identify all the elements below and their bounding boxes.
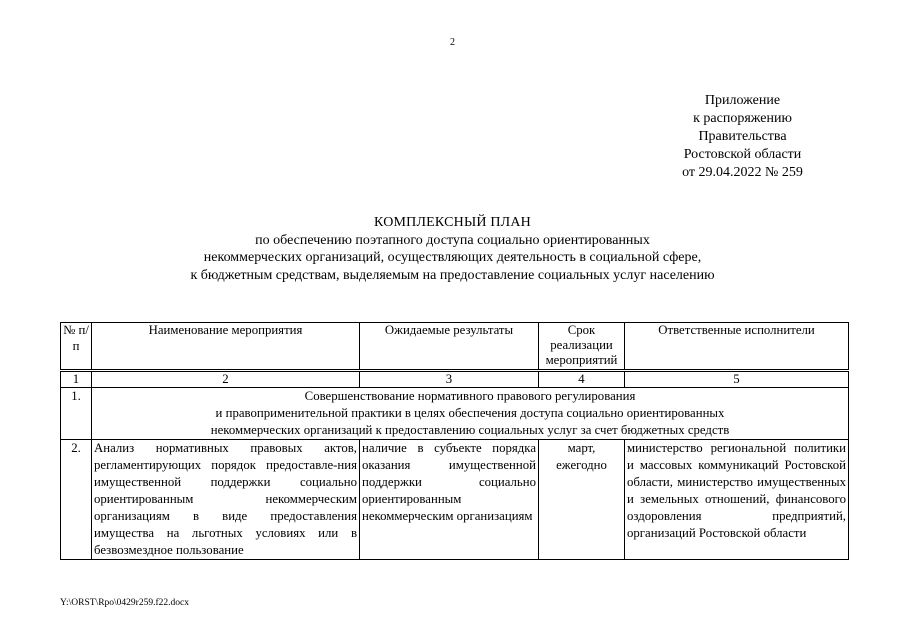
column-number: 4: [539, 371, 625, 388]
table-header-row: [61, 323, 849, 371]
row-responsible: министерство региональной политики и массовых коммуникаций Ростовской области, министерство имущественных и земельных отношений, финансового оздоровления предприятий, организаций Ростовской области: [625, 440, 849, 560]
row-term: март, ежегодно: [539, 440, 625, 560]
section-row: [61, 388, 849, 440]
appendix-line: от 29.04.2022 № 259: [682, 165, 803, 180]
section-num: 1.: [61, 388, 92, 440]
header-num: № п/п: [61, 323, 92, 371]
section-title: [92, 388, 849, 440]
appendix-line: Ростовской области: [683, 147, 802, 162]
row-results: наличие в субъекте порядка оказания имущественной поддержки социально ориентированным некоммерческим организациям: [360, 440, 539, 560]
plan-title-main: КОМПЛЕКСНЫЙ ПЛАН: [374, 215, 531, 230]
plan-title-line: к бюджетным средствам, выделяемым на предоставление социальных услуг населению: [190, 267, 715, 283]
table-row: [61, 440, 849, 560]
plan-title: [60, 214, 845, 284]
appendix-line: Приложение: [704, 93, 781, 108]
header-responsible: Ответственные исполнители: [625, 323, 849, 371]
header-term: Срок реализации мероприятий: [539, 323, 625, 371]
page-number: 2: [450, 37, 455, 48]
section-title-line: Совершенствование нормативного правового регулирования: [304, 389, 636, 403]
plan-title-line: некоммерческих организаций, осуществляющих деятельность в социальной сфере,: [203, 250, 702, 265]
section-title-line: некоммерческих организаций к предоставлению социальных услуг за счет бюджетных средств: [210, 423, 730, 437]
plan-title-line: по обеспечению поэтапного доступа социально ориентированных: [255, 232, 650, 248]
appendix-line: к распоряжению: [693, 111, 792, 126]
appendix-line: Правительства: [698, 129, 787, 144]
row-num: 2.: [61, 440, 92, 560]
column-number: 3: [360, 371, 539, 388]
appendix-block: [640, 92, 845, 182]
section-title-line: и правоприменительной практики в целях обеспечения доступа социально ориентированных: [215, 406, 725, 420]
column-number: 2: [92, 371, 360, 388]
column-number: 1: [61, 371, 92, 388]
row-name: Анализ нормативных правовых актов, регламентирующих порядок предоставле-ния имущественной поддержки социально ориентированным некоммерческим организациям в виде предоставления имущества на льготных условиях или в безвозмездное пользование: [92, 440, 360, 560]
column-numbers-row: [61, 371, 849, 388]
column-number: 5: [625, 371, 849, 388]
header-results: Ожидаемые результаты: [360, 323, 539, 371]
footer-file-path: Y:\ORST\Rpo\0429r259.f22.docx: [60, 598, 189, 608]
header-name: Наименование мероприятия: [92, 323, 360, 371]
plan-table: [60, 322, 849, 560]
